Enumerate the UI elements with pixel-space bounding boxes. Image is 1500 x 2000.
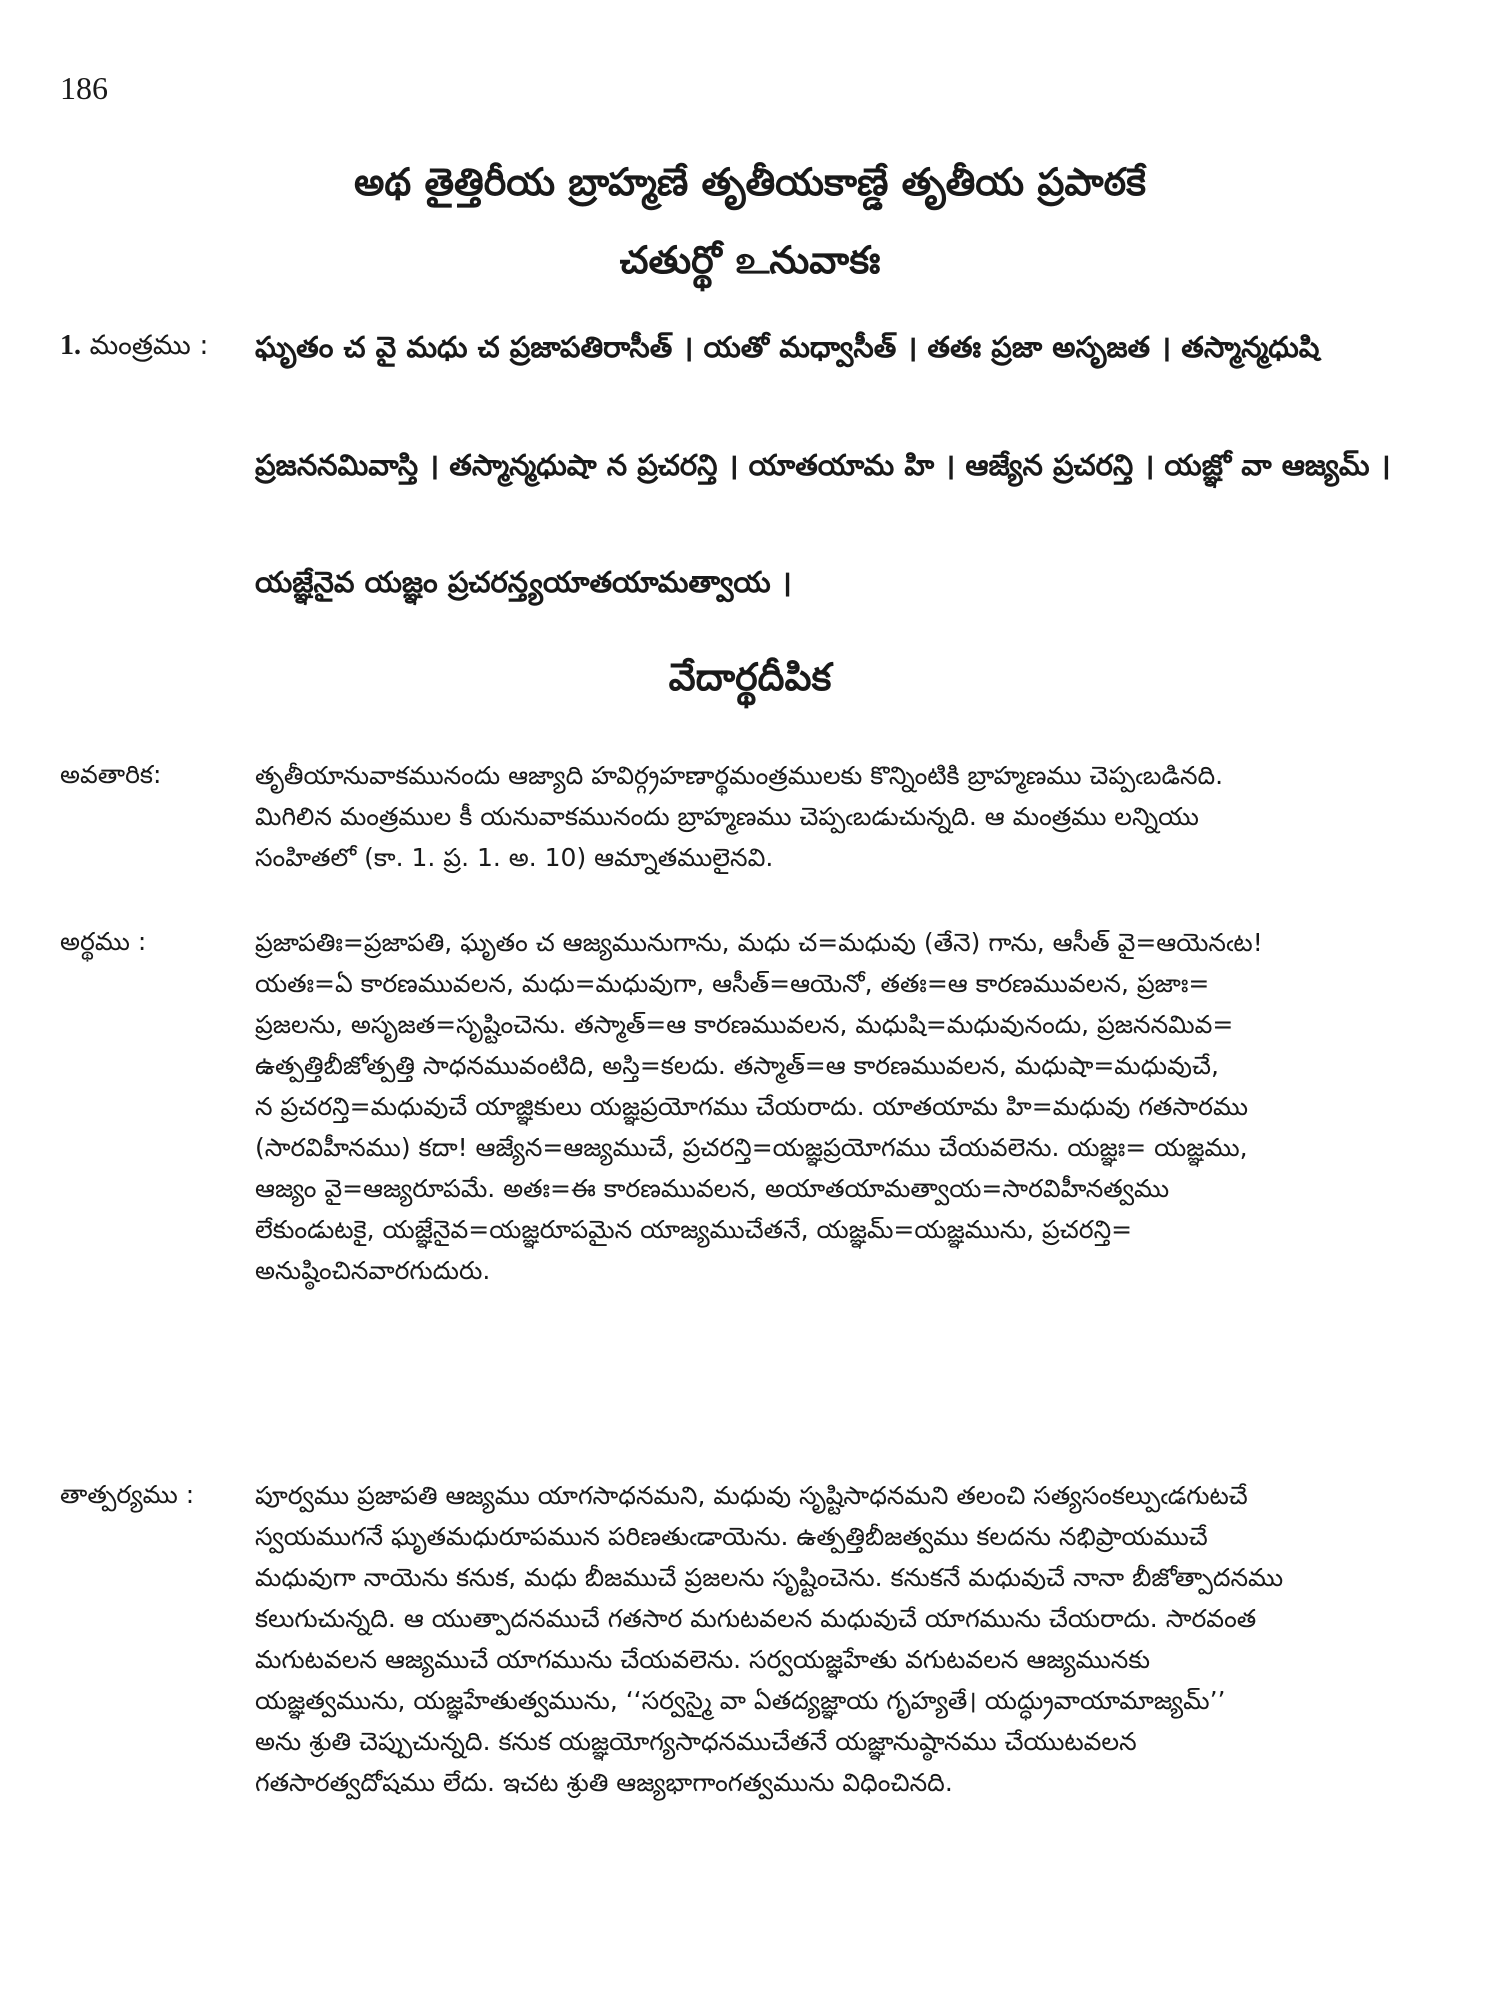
page-number: 186 <box>60 70 108 106</box>
avatarika-line: సంహితలో (కా. 1. ప్ర. 1. అ. 10) ఆమ్నాతములైనవి. <box>255 843 774 872</box>
avatarika-line: తృతీయానువాకమునందు ఆజ్యాది హవిర్గ్రహణార్థమంత్రములకు కొన్నింటికి బ్రాహ్మణము చెప్పఁబడినది. <box>255 761 1224 790</box>
chapter-title: అథ తైత్తిరీయ బ్రాహ్మణే తృతీయకాణ్డే తృతీయ ప్రపాఠకే <box>354 160 1146 204</box>
artham-line: ఆజ్యం వై=ఆజ్యరూపమే. అతః=ఈ కారణమువలన, అయాతయామత్వాయ=సారవిహీనత్వము <box>255 1174 1170 1203</box>
mantra-line-1: ఘృతం చ వై మధు చ ప్రజాపతిరాసీత్ । యతో మధ్వాసీత్ । తతః ప్రజా అసృజత । తస్మాన్మధుషి <box>255 330 1320 364</box>
artham-line: లేకుండుటకై, యజ్ఞేనైవ=యజ్ఞరూపమైన యాజ్యముచేతనే, యజ్ఞమ్=యజ్ఞమును, ప్రచరన్తి= <box>255 1215 1133 1244</box>
commentary-title: వేదార్థదీపిక <box>668 655 832 699</box>
mantra-label <box>60 330 208 368</box>
artham-line: ఉత్పత్తిబీజోత్పత్తి సాధనమువంటిది, అస్తి=కలదు. తస్మాత్=ఆ కారణమువలన, మధుషా=మధువుచే, <box>255 1051 1219 1080</box>
tatparyam-line: యజ్ఞత్వమును, యజ్ఞహేతుత్వమును, ‘‘సర్వస్మై వా ఏతద్యజ్ఞాయ గృహ్యతే। యద్ధ్రువాయామాజ్యమ్’’ <box>255 1686 1226 1715</box>
tatparyam-line: కలుగుచున్నది. ఆ యుత్పాదనముచే గతసార మగుటవలన మధువుచే యాగమును చేయరాదు. సారవంత <box>255 1604 1257 1633</box>
artham-line: ప్రజాపతిః=ప్రజాపతి, ఘృతం చ ఆజ్యమునుగాను, మధు చ=మధువు (తేనె) గాను, ఆసీత్ వై=ఆయెనఁట! <box>255 928 1263 957</box>
tatparyam-line: స్వయముగనే ఘృతమధురూపమున పరిణతుఁడాయెను. ఉత్పత్తిబీజత్వము కలదను నభిప్రాయముచే <box>255 1522 1208 1551</box>
avatarika-label: అవతారిక: <box>60 760 162 789</box>
tatparyam-line: గతసారత్వదోషము లేదు. ఇచట శ్రుతి ఆజ్యభాగాంగత్వమును విధించినది. <box>255 1768 953 1797</box>
avatarika-line: మిగిలిన మంత్రముల కీ యనువాకమునందు బ్రాహ్మణము చెప్పఁబడుచున్నది. ఆ మంత్రము లన్నియు <box>255 802 1199 831</box>
tatparyam-line: అను శ్రుతి చెప్పుచున్నది. కనుక యజ్ఞయోగ్యసాధనముచేతనే యజ్ఞానుష్ఠానము చేయుటవలన <box>255 1727 1137 1756</box>
tatparyam-label: తాత్పర్యము : <box>60 1480 195 1509</box>
section-subtitle: చతుర్థో உనువాకః <box>619 238 881 282</box>
mantra-label-text: మంత్రము : <box>89 330 209 361</box>
artham-line: న ప్రచరన్తి=మధువుచే యాజ్ఞికులు యజ్ఞప్రయోగము చేయరాదు. యాతయామ హి=మధువు గతసారము <box>255 1092 1249 1121</box>
artham-line: అనుష్ఠించినవారగుదురు. <box>255 1256 491 1285</box>
tatparyam-body <box>255 1475 1485 1803</box>
mantra-line-3: యజ్ఞేనైవ యజ్ఞం ప్రచరన్త్యయాతయామత్వాయ । <box>255 565 792 599</box>
artham-line: ప్రజలను, అసృజత=సృష్టించెను. తస్మాత్=ఆ కారణమువలన, మధుషి=మధువునందు, ప్రజననమివ= <box>255 1010 1234 1039</box>
tatparyam-line: మధువుగా నాయెను కనుక, మధు బీజముచే ప్రజలను సృష్టించెను. కనుకనే మధువుచే నానా బీజోత్పాదనము <box>255 1563 1284 1592</box>
artham-line: (సారవిహీనము) కదా! ఆజ్యేన=ఆజ్యముచే, ప్రచరన్తి=యజ్ఞప్రయోగము చేయవలెను. యజ్ఞః= యజ్ఞము, <box>255 1133 1248 1162</box>
avatarika-body <box>255 755 1485 878</box>
tatparyam-line: మగుటవలన ఆజ్యముచే యాగమును చేయవలెను. సర్వయజ్ఞహేతు వగుటవలన ఆజ్యమునకు <box>255 1645 1151 1674</box>
artham-label: అర్థము : <box>60 927 147 956</box>
mantra-line-2: ప్రజననమివాస్తి । తస్మాన్మధుషా న ప్రచరన్తి । యాతయామ హి । ఆజ్యేన ప్రచరన్తి । యజ్ఞో వా ఆజ్యమ్ । <box>255 448 1391 482</box>
artham-body <box>255 922 1485 1291</box>
artham-line: యతః=ఏ కారణమువలన, మధు=మధువుగా, ఆసీత్=ఆయెనో, తతః=ఆ కారణమువలన, ప్రజాః= <box>255 969 1210 998</box>
mantra-number: 1. <box>60 330 81 361</box>
tatparyam-line: పూర్వము ప్రజాపతి ఆజ్యము యాగసాధనమని, మధువు సృష్టిసాధనమని తలంచి సత్యసంకల్పుఁడగుటచే <box>255 1481 1248 1510</box>
